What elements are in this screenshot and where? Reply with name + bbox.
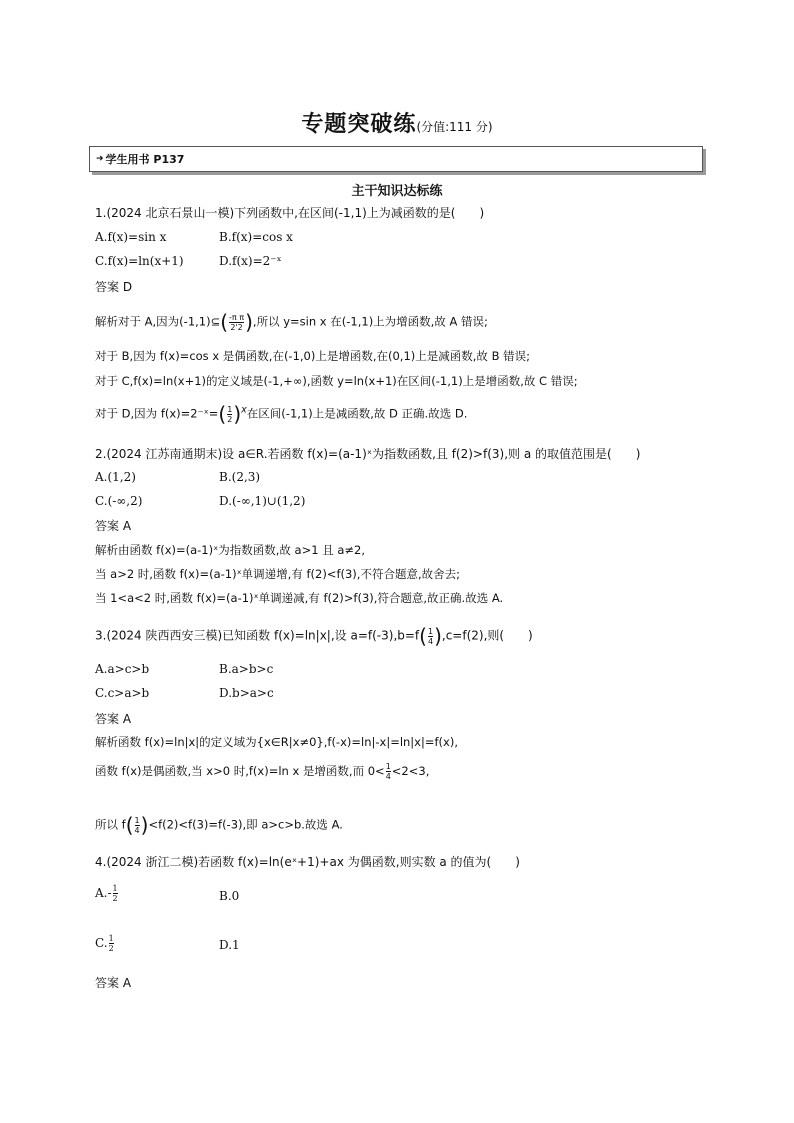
- student-book-banner: [89, 146, 703, 172]
- q1-explanation-c: 对于 C,f(x)=ln(x+1)的定义域是(-1,+∞),函数 y=ln(x+1)在区间(-1,1)上是增函数,故 C 错误;: [95, 374, 578, 388]
- frac-num: 1: [108, 934, 114, 943]
- q1-exp-d-rest: 在区间(-1,1)上是减函数,故 D 正确.故选 D.: [246, 406, 468, 421]
- q1-explanation-a: 解析对于 A,因为(-1,1)⊆( $\frac{\text{-π π}}{2'2}$ ),所以 y=sin x 在(-1,1)上为增函数,故 A 错误;: [95, 310, 488, 334]
- q2-explanation-3: 当 1<a<2 时,函数 f(x)=(a-1)ˣ单调递减,有 f(2)>f(3),符合题意,故正确.故选 A.: [95, 591, 504, 605]
- q2-option-d: D.(-∞,1)∪(1,2): [219, 494, 306, 508]
- score-note: (分值:111 分): [416, 120, 493, 134]
- frac-num: 1: [385, 762, 391, 771]
- frac-den: 2: [108, 944, 114, 953]
- q3-quarter-inline: [386, 762, 391, 781]
- q1-option-d: D.f(x)=2⁻ˣ: [219, 254, 282, 268]
- q3-quarter-fraction: [428, 627, 433, 646]
- arrow-icon: ➜: [96, 154, 104, 164]
- q2-option-a: A.(1,2): [95, 470, 136, 484]
- q1-exp-d-text: 对于 D,因为 f(x)=2⁻ˣ=: [95, 406, 219, 421]
- question-3-stem: 3.(2024 陕西西安三模)已知函数 f(x)=ln|x|,设 a=f(-3),b=f( $\frac{1}{4}$ ),c=f(2),则( ): [95, 624, 533, 648]
- q1-interval-fraction: [229, 313, 244, 332]
- q1-answer: 答案 D: [95, 280, 133, 294]
- q2-option-b: B.(2,3): [219, 470, 261, 484]
- question-2-stem: 2.(2024 江苏南通期末)设 a∈R.若函数 f(x)=(a-1)ˣ为指数函数,且 f(2)>f(3),则 a 的取值范围是( ): [95, 447, 641, 461]
- frac-num: 1: [134, 815, 140, 825]
- q3-option-c: C.c>a>b: [95, 686, 150, 700]
- q2-option-c: C.(-∞,2): [95, 494, 143, 508]
- frac-den: 4: [134, 825, 140, 835]
- q1-half-fraction: [227, 405, 232, 424]
- frac-num: 1: [227, 404, 233, 414]
- q1-exp-a-text: 解析对于 A,因为(-1,1)⊆: [95, 314, 221, 329]
- q2-explanation-2: 当 a>2 时,函数 f(x)=(a-1)ˣ单调递增,有 f(2)<f(3),不符合题意,故舍去;: [95, 567, 460, 581]
- q3-explanation-3: 所以 f( $\frac{1}{4}$ )<f(2)<f(3)=f(-3),即 a>c>b.故选 A.: [95, 813, 343, 837]
- q3-quarter-paren: [135, 816, 140, 835]
- q3-exp-2a: 函数 f(x)是偶函数,当 x>0 时,f(x)=ln x 是增函数,而 0<: [95, 764, 385, 778]
- q4-half-c: [109, 934, 114, 953]
- q1-explanation-d: 对于 D,因为 f(x)=2⁻ˣ=( $\frac{1}{2}$ )$^x$在区间(-1,1)上是减函数,故 D 正确.故选 D.: [95, 402, 468, 426]
- q4-option-a-label: A.-: [95, 886, 112, 900]
- question-4-stem: 4.(2024 浙江二模)若函数 f(x)=ln(eˣ+1)+ax 为偶函数,则实数 a 的值为( ): [95, 855, 520, 869]
- q3-option-a: A.a>c>b: [95, 662, 150, 676]
- q4-option-c: [95, 934, 115, 953]
- q3-explanation-2: [95, 762, 429, 781]
- q3-stem-b: ,c=f(2),则( ): [441, 628, 533, 643]
- frac-num: 1: [427, 626, 434, 636]
- title-row: [0, 107, 794, 138]
- q4-option-d: D.1: [219, 938, 240, 952]
- q3-exp-2b: <2<3,: [391, 764, 430, 778]
- q3-exp-3b: <f(2)<f(3)=f(-3),即 a>c>b.故选 A.: [148, 817, 343, 832]
- q4-answer: 答案 A: [95, 976, 132, 990]
- q2-explanation-1: 解析由函数 f(x)=(a-1)ˣ为指数函数,故 a>1 且 a≠2,: [95, 543, 365, 557]
- q4-option-c-label: C.: [95, 936, 108, 950]
- frac-num: 1: [112, 884, 118, 893]
- q4-half-a: [113, 884, 118, 903]
- frac-bottom: 2'2: [230, 322, 243, 332]
- page-title: 专题突破练: [301, 112, 417, 137]
- frac-top: -π π: [229, 312, 245, 322]
- banner-label: 学生用书 P137: [105, 153, 185, 166]
- frac-den: 2: [227, 414, 233, 424]
- q2-answer: 答案 A: [95, 519, 132, 533]
- frac-den: 4: [385, 772, 391, 781]
- section-heading: 主干知识达标练: [351, 184, 443, 199]
- q3-answer: 答案 A: [95, 712, 132, 726]
- question-1-stem: 1.(2024 北京石景山一模)下列函数中,在区间(-1,1)上为减函数的是( ): [95, 206, 485, 220]
- q1-exp-a-rest: ,所以 y=sin x 在(-1,1)上为增函数,故 A 错误;: [252, 314, 488, 329]
- q4-option-a: [95, 884, 119, 903]
- frac-den: 2: [112, 894, 118, 903]
- q1-option-a: A.f(x)=sin x: [95, 230, 167, 244]
- q4-option-b: B.0: [219, 889, 240, 903]
- q3-option-b: B.a>b>c: [219, 662, 274, 676]
- frac-den: 4: [427, 636, 434, 646]
- q1-option-b: B.f(x)=cos x: [219, 230, 293, 244]
- q1-explanation-b: 对于 B,因为 f(x)=cos x 是偶函数,在(-1,0)上是增函数,在(0,1)上是减函数,故 B 错误;: [95, 349, 530, 363]
- q3-explanation-1: 解析函数 f(x)=ln|x|的定义域为{x∈R|x≠0},f(-x)=ln|-x|=ln|x|=f(x),: [95, 735, 458, 749]
- q3-option-d: D.b>a>c: [219, 686, 274, 700]
- q1-option-c: C.f(x)=ln(x+1): [95, 254, 184, 268]
- q3-stem-a: 3.(2024 陕西西安三模)已知函数 f(x)=ln|x|,设 a=f(-3),b=f: [95, 628, 420, 643]
- q3-exp-3a: 所以 f: [95, 817, 126, 832]
